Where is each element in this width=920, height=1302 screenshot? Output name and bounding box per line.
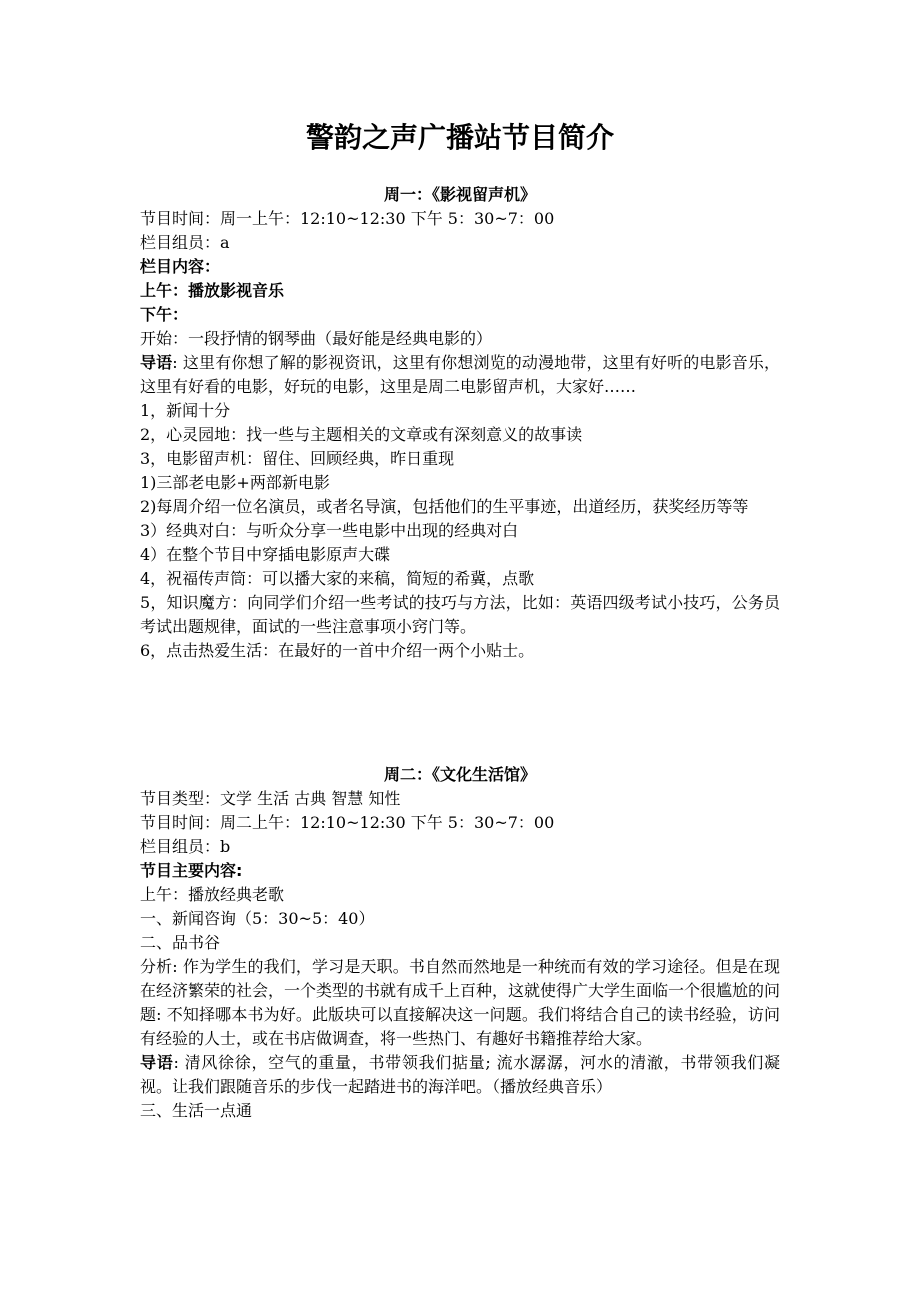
monday-afternoon: 下午： (140, 305, 189, 324)
tuesday-morning: 上午：播放经典老歌 (140, 885, 285, 904)
monday-team: 栏目组员：a (140, 233, 230, 252)
monday-intro-label: 导语 (140, 353, 173, 372)
monday-time: 节目时间：周一上午：12:10~12:30 下午 5：30~7：00 (140, 209, 555, 228)
tuesday-part-3: 三、生活一点通 (140, 1101, 253, 1120)
monday-item-4: 4，祝福传声筒：可以播大家的来稿，简短的希冀，点歌 (140, 569, 535, 588)
monday-intro-text: : 这里有你想了解的影视资讯，这里有你想浏览的动漫地带，这里有好听的电影音乐，这里有好看的电影，好玩的电影，这里是周二电影留声机，大家好…… (140, 353, 780, 396)
monday-morning: 上午：播放影视音乐 (140, 281, 285, 300)
monday-item-5: 5，知识魔方：向同学们介绍一些考试的技巧与方法，比如：英语四级考试小技巧，公务员考试出题规律，面试的一些注意事项小窍门等。 (140, 593, 780, 636)
tuesday-part-2: 二、品书谷 (140, 933, 221, 952)
tuesday-analysis: 分析: 作为学生的我们，学习是天职。书自然而然地是一种统而有效的学习途径。但是在现在经济繁荣的社会，一个类型的书就有成千上百种，这就使得广大学生面临一个很尴尬的问题: 不知择哪本书为好。此版块可以直接解决这一问题。我们将结合自己的读书经验，访问有经验的人士，或在书店做调查，将一些热门、有趣好书籍推荐给大家。 (140, 957, 781, 1048)
tuesday-heading: 周二：《文化生活馆》 (383, 765, 536, 784)
tuesday-part-1: 一、新闻咨询（5：30~5：40） (140, 909, 375, 928)
tuesday-content-label: 节目主要内容: (140, 861, 243, 880)
monday-item-3: 3，电影留声机：留住、回顾经典，昨日重现 (140, 449, 455, 468)
monday-sub-1: 1)三部老电影+两部新电影 (140, 473, 330, 492)
monday-sub-4: 4）在整个节目中穿插电影原声大碟 (140, 545, 391, 564)
tuesday-type: 节目类型：文学 生活 古典 智慧 知性 (140, 789, 401, 808)
tuesday-intro (140, 1051, 780, 1099)
monday-content-label: 栏目内容： (140, 257, 221, 276)
document-title: 警韵之声广播站节目简介 (305, 121, 614, 154)
monday-item-2: 2，心灵园地：找一些与主题相关的文章或有深刻意义的故事读 (140, 425, 583, 444)
tuesday-time: 节目时间：周二上午：12:10~12:30 下午 5：30~7：00 (140, 813, 555, 832)
tuesday-team: 栏目组员：b (140, 837, 231, 856)
monday-section (140, 183, 780, 663)
tuesday-intro-label: 导语 (140, 1053, 174, 1072)
tuesday-intro-text: : 清风徐徐，空气的重量，书带领我们掂量; 流水潺潺，河水的清澈，书带领我们凝视。让我们跟随音乐的步伐一起踏进书的海洋吧。（播放经典音乐） (140, 1053, 780, 1096)
monday-opening: 开始：一段抒情的钢琴曲（最好能是经典电影的） (140, 329, 493, 348)
monday-sub-3: 3）经典对白：与听众分享一些电影中出现的经典对白 (140, 521, 519, 540)
monday-item-6: 6，点击热爱生活：在最好的一首中介绍一两个小贴士。 (140, 641, 535, 660)
monday-item-1: 1，新闻十分 (140, 401, 231, 420)
tuesday-section (140, 763, 780, 1123)
monday-sub-2: 2)每周介绍一位名演员，或者名导演，包括他们的生平事迹，出道经历，获奖经历等等 (140, 497, 749, 516)
monday-intro (140, 351, 780, 399)
monday-heading: 周一：《影视留声机》 (383, 185, 536, 204)
